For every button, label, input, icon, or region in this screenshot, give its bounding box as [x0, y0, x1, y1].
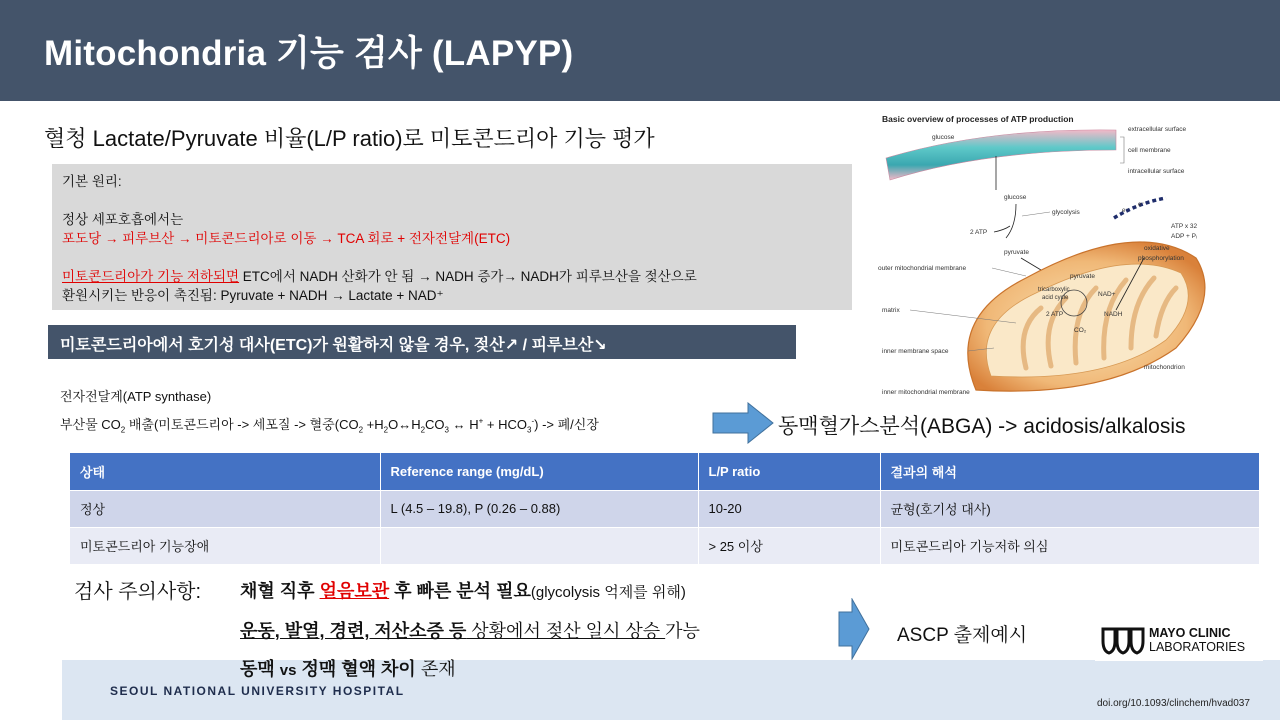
table-row: 미토콘드리아 기능장애 > 25 이상 미토콘드리아 기능저하 의심 — [70, 527, 1260, 564]
svg-text:pyruvate: pyruvate — [1070, 273, 1095, 280]
svg-text:ADP + Pᵢ: ADP + Pᵢ — [1171, 233, 1198, 240]
svg-text:oxidative: oxidative — [1144, 245, 1170, 252]
svg-text:intracellular surface: intracellular surface — [1128, 168, 1185, 175]
table-row: 정상 L (4.5 – 19.8), P (0.26 – 0.88) 10-20 균형(호기성 대사) — [70, 490, 1260, 527]
principle-line-1: 정상 세포호흡에서는 — [62, 212, 184, 227]
svg-text:ATP x 32: ATP x 32 — [1171, 223, 1198, 230]
svg-text:matrix: matrix — [882, 307, 900, 314]
co2-pathway: 부산물 $CO_2$ 배출(미토콘드리아 -> 세포질 -> 혈중($CO_2$ $+H_2O\leftrightarrow H_2CO_3$ ↔ $H^+ + HCO_3^-$) -> 폐/신장 — [60, 416, 599, 435]
principle-line-3 — [62, 267, 842, 286]
svg-text:phosphorylation: phosphorylation — [1138, 255, 1184, 262]
title-bar — [0, 0, 1280, 101]
arrow-right-icon — [838, 598, 870, 660]
mayo-clinic-logo — [1095, 619, 1263, 661]
col-header-interpretation: 결과의 해석 — [880, 453, 1260, 490]
ascp-example: ASCP 출제예시 — [897, 625, 1028, 646]
diagram-title: Basic overview of processes of ATP production — [882, 114, 1074, 124]
svg-text:e⁻: e⁻ — [1138, 202, 1145, 208]
arrow-right-icon — [712, 402, 774, 444]
hospital-name: SEOUL NATIONAL UNIVERSITY HOSPITAL — [110, 684, 405, 698]
principle-line-4: 환원시키는 반응이 촉진됨: Pyruvate + NADH → Lactate + NAD⁺ — [62, 288, 444, 303]
abga-note: 동맥혈가스분석(ABGA) -> acidosis/alkalosis — [778, 415, 1186, 438]
svg-text:acid cycle: acid cycle — [1042, 295, 1069, 301]
svg-text:tricarboxylic: tricarboxylic — [1038, 287, 1070, 293]
ice-storage-highlight: 얼음보관 — [319, 581, 390, 601]
page-title: Mitochondria 기능 검사 (LAPYP) — [44, 34, 574, 73]
svg-text:NAD+: NAD+ — [1098, 291, 1116, 298]
svg-text:inner mitochondrial membrane: inner mitochondrial membrane — [882, 389, 970, 396]
caution-line-2: 운동, 발열, 경련, 저산소증 등 상황에서 젖산 일시 상승 가능 — [240, 621, 700, 641]
reference-table — [70, 453, 1260, 564]
svg-text:2 ATP: 2 ATP — [1046, 311, 1064, 318]
table-header-row — [70, 453, 1260, 490]
principle-box — [52, 164, 852, 310]
svg-text:cell membrane: cell membrane — [1128, 147, 1171, 154]
etc-banner: 미토콘드리아에서 호기성 대사(ETC)가 원활하지 않을 경우, 젖산↗ / 피루브산↘ — [48, 325, 796, 359]
col-header-status: 상태 — [70, 453, 380, 490]
svg-text:glucose: glucose — [932, 134, 955, 141]
svg-text:inner membrane space: inner membrane space — [882, 348, 949, 355]
svg-text:2 ATP: 2 ATP — [970, 229, 988, 236]
principle-heading: 기본 원리: — [62, 174, 122, 189]
svg-text:e⁻: e⁻ — [1122, 208, 1129, 214]
col-header-lp-ratio: L/P ratio — [698, 453, 880, 490]
svg-text:mitochondrion: mitochondrion — [1144, 364, 1185, 371]
doi-reference: doi.org/10.1093/clinchem/hvad037 — [1097, 698, 1250, 709]
atp-production-diagram — [876, 108, 1216, 400]
col-header-reference-range: Reference range (mg/dL) — [380, 453, 698, 490]
cautions-label: 검사 주의사항: — [74, 581, 202, 603]
svg-text:extracellular surface: extracellular surface — [1128, 126, 1187, 133]
mayo-line-1: MAYO CLINIC — [1149, 626, 1231, 640]
svg-text:pyruvate: pyruvate — [1004, 249, 1029, 256]
caution-line-3: 동맥 vs 정맥 혈액 차이 존재 — [240, 659, 456, 679]
mayo-line-2: LABORATORIES — [1149, 640, 1246, 654]
svg-text:CO₂: CO₂ — [1074, 327, 1087, 334]
svg-text:glycolysis: glycolysis — [1052, 209, 1080, 216]
etc-description: 전자전달계(ATP synthase) — [60, 389, 212, 404]
mayo-shield-icon — [1101, 627, 1145, 655]
svg-text:outer mitochondrial membrane: outer mitochondrial membrane — [878, 265, 967, 272]
principle-line-3-rest: ETC에서 NADH 산화가 안 됨 → NADH 증가→ NADH가 피루브산을 젖산으로 — [239, 269, 697, 284]
principle-line-2: 포도당 → 피루브산 → 미토콘드리아로 이동 → TCA 회로 + 전자전달계(ETC) — [62, 231, 511, 246]
svg-text:glucose: glucose — [1004, 194, 1027, 201]
caution-line-1: 채혈 직후 얼음보관 후 빠른 분석 필요(glycolysis 억제를 위해) — [240, 581, 686, 601]
principle-line-3-highlight: 미토콘드리아가 기능 저하되면 — [62, 269, 240, 284]
subtitle: 혈청 Lactate/Pyruvate 비율(L/P ratio)로 미토콘드리아 기능 평가 — [44, 126, 655, 151]
cell-membrane-band — [886, 130, 1116, 180]
svg-text:NADH: NADH — [1104, 311, 1123, 318]
